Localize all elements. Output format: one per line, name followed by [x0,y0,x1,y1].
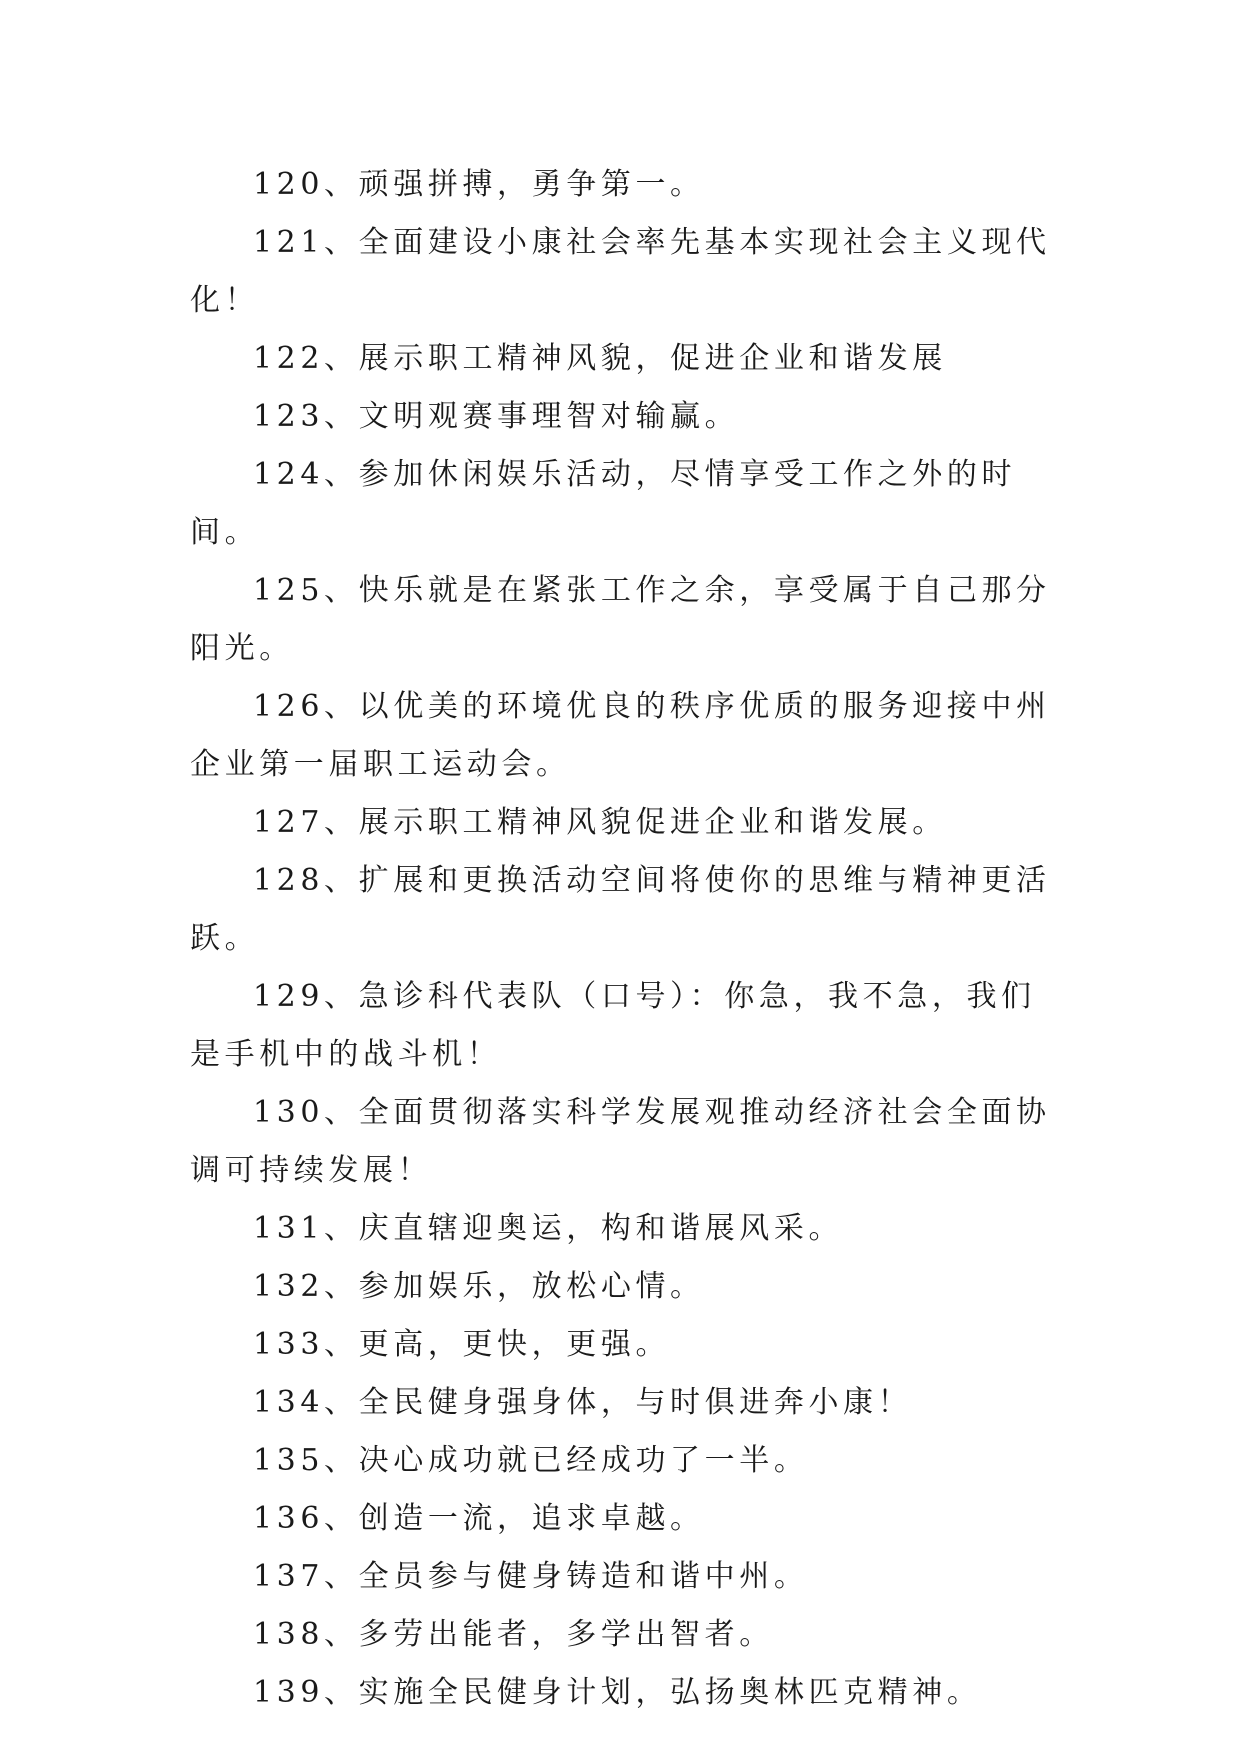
slogan-item-125: 125、快乐就是在紧张工作之余，享受属于自己那分阳光。 [190,573,1051,666]
slogan-item-120: 120、顽强拼搏，勇争第一。 [253,167,705,202]
slogan-item-127: 127、展示职工精神风貌促进企业和谐发展。 [253,805,947,840]
slogan-item-134: 134、全民健身强身体，与时俱进奔小康！ [253,1385,913,1420]
slogan-item-132: 132、参加娱乐，放松心情。 [253,1269,705,1304]
slogan-item-138: 138、多劳出能者，多学出智者。 [253,1617,774,1652]
slogan-item-131: 131、庆直辖迎奥运，构和谐展风采。 [253,1211,844,1246]
slogan-item-129: 129、急诊科代表队（口号）：你急，我不急，我们是手机中的战斗机！ [190,979,1036,1072]
slogan-item-126: 126、以优美的环境优良的秩序优质的服务迎接中州企业第一届职工运动会。 [190,689,1051,782]
slogan-item-121: 121、全面建设小康社会率先基本实现社会主义现代化！ [190,225,1051,318]
slogan-item-122: 122、展示职工精神风貌，促进企业和谐发展 [253,341,947,376]
document-body [190,156,1070,1722]
slogan-item-139: 139、实施全民健身计划，弘扬奥林匹克精神。 [253,1675,982,1710]
slogan-item-123: 123、文明观赛事理智对输赢。 [253,399,740,434]
slogan-item-136: 136、创造一流，追求卓越。 [253,1501,705,1536]
slogan-item-130: 130、全面贯彻落实科学发展观推动经济社会全面协调可持续发展！ [190,1095,1051,1188]
slogan-item-135: 135、决心成功就已经成功了一半。 [253,1443,809,1478]
slogan-item-128: 128、扩展和更换活动空间将使你的思维与精神更活跃。 [190,863,1051,956]
slogan-item-124: 124、参加休闲娱乐活动，尽情享受工作之外的时间。 [190,457,1017,550]
slogan-item-137: 137、全员参与健身铸造和谐中州。 [253,1559,809,1594]
slogan-item-133: 133、更高，更快，更强。 [253,1327,671,1362]
